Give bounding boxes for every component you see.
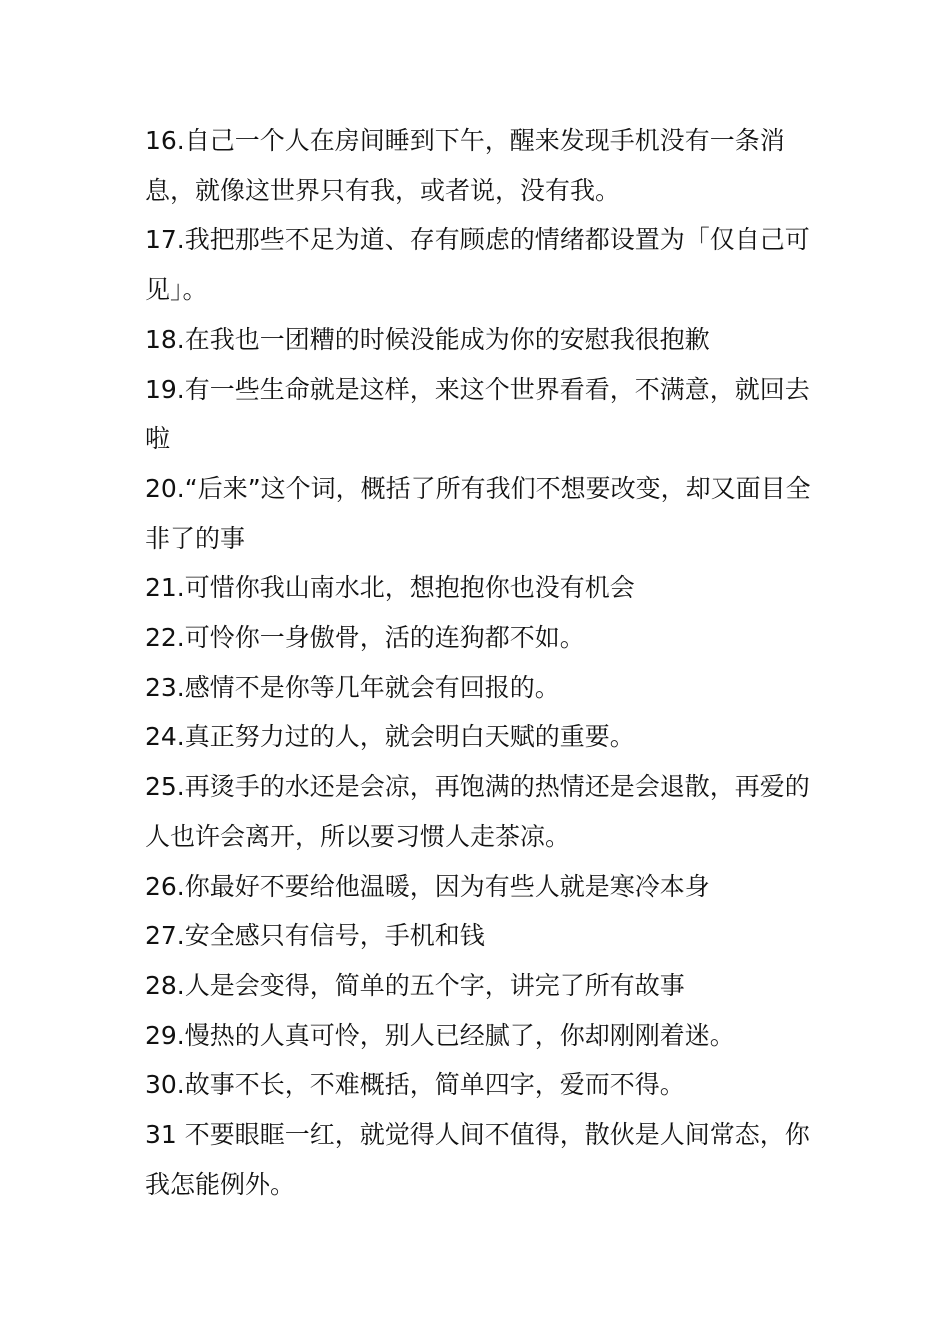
list-item: 19.有一些生命就是这样，来这个世界看看，不满意，就回去啦 xyxy=(145,374,810,454)
list-item: 17.我把那些不足为道、存有顾虑的情绪都设置为「仅自己可见」。 xyxy=(145,225,810,305)
list-item: 22.可怜你一身傲骨，活的连狗都不如。 xyxy=(145,623,585,653)
list-item: 27.安全感只有信号，手机和钱 xyxy=(145,921,485,951)
list-item: 30.故事不长，不难概括，简单四字，爱而不得。 xyxy=(145,1070,685,1100)
list-item: 16.自己一个人在房间睡到下午，醒来发现手机没有一条消息，就像这世界只有我，或者说，没有我。 xyxy=(145,126,785,205)
list-item: 28.人是会变得，简单的五个字，讲完了所有故事 xyxy=(145,970,685,1000)
list-item: 21.可惜你我山南水北，想抱抱你也没有机会 xyxy=(145,573,635,603)
list-item: 31 不要眼眶一红，就觉得人间不值得，散伙是人间常态，你我怎能例外。 xyxy=(145,1120,810,1199)
list-item: 18.在我也一团糟的时候没能成为你的安慰我很抱歉 xyxy=(145,324,710,354)
list-item: 24.真正努力过的人，就会明白天赋的重要。 xyxy=(145,722,635,752)
quote-list xyxy=(145,116,815,1209)
list-item: 23.感情不是你等几年就会有回报的。 xyxy=(145,672,560,702)
list-item: 26.你最好不要给他温暖，因为有些人就是寒冷本身 xyxy=(145,871,710,901)
list-item: 25.再烫手的水还是会凉，再饱满的热情还是会退散，再爱的人也许会离开，所以要习惯人走茶凉。 xyxy=(145,772,810,851)
list-item: 29.慢热的人真可怜，别人已经腻了，你却刚刚着迷。 xyxy=(145,1020,735,1050)
list-item: 20.“后来”这个词，概括了所有我们不想要改变，却又面目全非了的事 xyxy=(145,473,811,553)
